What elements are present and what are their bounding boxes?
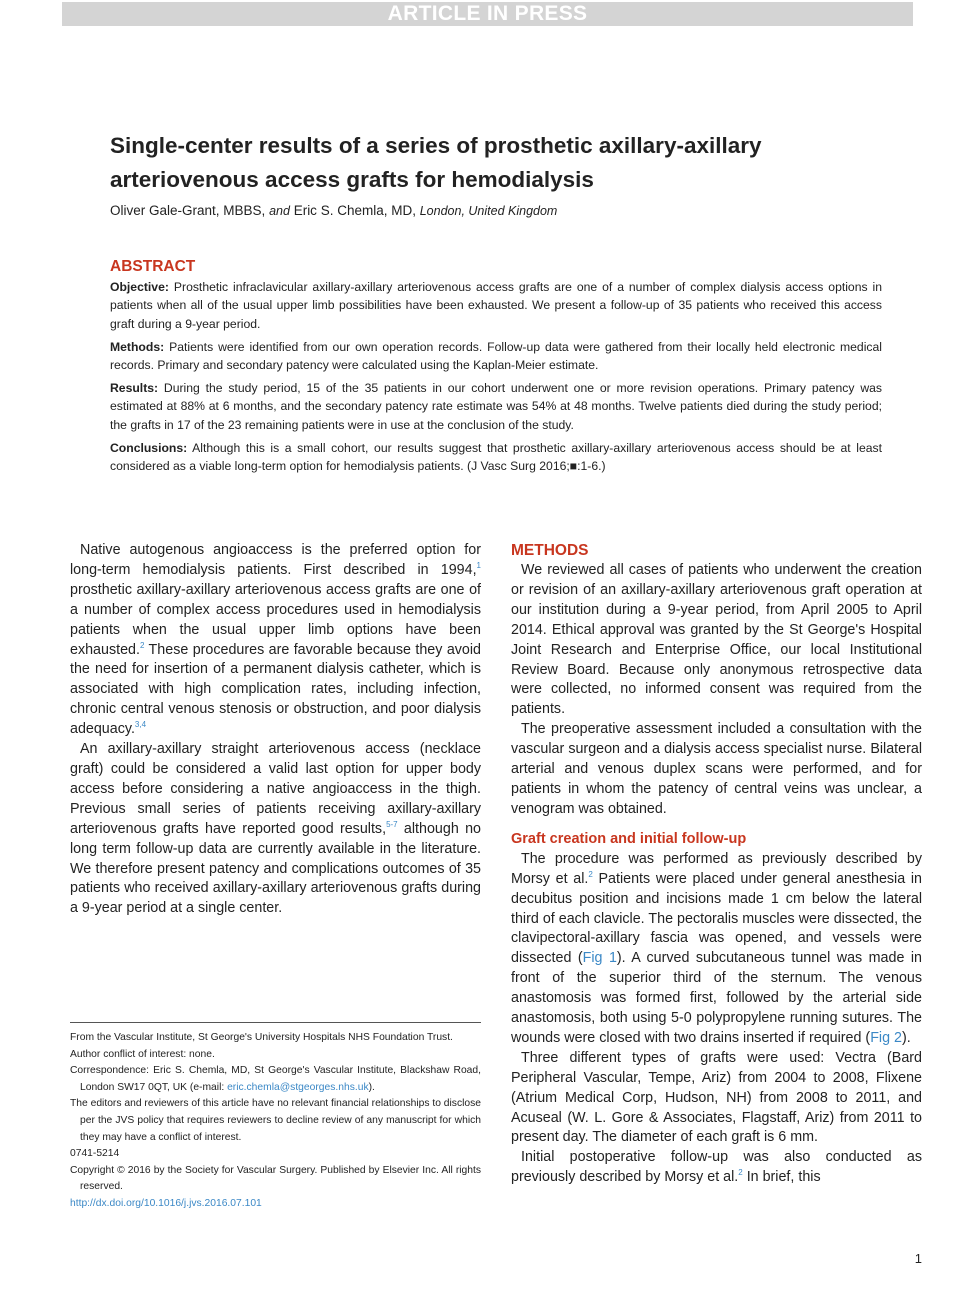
methods-paragraph-3 bbox=[511, 850, 922, 1049]
intro-paragraph-1 bbox=[70, 541, 481, 740]
author-location: London, United Kingdom bbox=[419, 204, 558, 218]
footnote-divider bbox=[70, 1022, 481, 1023]
graft-creation-subheading: Graft creation and initial follow-up bbox=[511, 830, 747, 847]
abstract-methods bbox=[110, 338, 882, 375]
author-conjunction: and bbox=[269, 204, 290, 218]
abstract-body bbox=[110, 278, 882, 480]
email-link[interactable]: eric.chemla@stgeorges.nhs.uk bbox=[227, 1081, 369, 1093]
abstract-heading: ABSTRACT bbox=[110, 258, 196, 275]
methods-text: Patients were identified from our own operation records. Follow-up data were gathered from their locally held electronic medical records. Primary and secondary patency were calculated using the Kaplan-Meier estimate. bbox=[110, 339, 882, 373]
correspondence-text: Correspondence: Eric S. Chemla, MD, St George's Vascular Institute, Blackshaw Road, London SW17 0QT, UK (e-mail: bbox=[70, 1065, 481, 1093]
intro-paragraph-2 bbox=[70, 740, 481, 919]
figure-1-link[interactable]: Fig 1 bbox=[582, 950, 617, 967]
footnote-correspondence bbox=[70, 1063, 481, 1096]
conclusions-text: Although this is a small cohort, our results suggest that prosthetic axillary-axillary arteriovenous access should be at least considered as a viable long-term option for hemodialysis patients. (J Vasc Surg 2016;■:1-6.) bbox=[110, 440, 882, 474]
methods-label: Methods: bbox=[110, 339, 165, 354]
footnote-copyright: Copyright © 2016 by the Society for Vascular Surgery. Published by Elsevier Inc. All rights reserved. bbox=[70, 1164, 481, 1193]
figure-2-link[interactable]: Fig 2 bbox=[870, 1029, 902, 1046]
abstract-results bbox=[110, 379, 882, 434]
introduction-column bbox=[70, 541, 481, 919]
footnote-affiliation: From the Vascular Institute, St George's University Hospitals NHS Foundation Trust. bbox=[70, 1032, 453, 1043]
citation-link[interactable]: 3,4 bbox=[134, 720, 147, 730]
methods-column bbox=[511, 541, 922, 1188]
citation-link[interactable]: 2 bbox=[588, 869, 593, 879]
intro-text: An axillary-axillary straight arteriovenous access (necklace graft) could be considered a valid last option for upper body access before considering a native angioaccess in the thigh. Previous small series of patients receiving axillary-axillary arteriovenous grafts have reported good results, bbox=[70, 741, 481, 837]
methods-text: Patients were placed under general anesthesia in decubitus position and incisions made 1 cm below the lateral third of each clavicle. The pectoralis muscles were dissected, the clavipectoral-axillary fascia was opened, and vessels were dissected ( bbox=[511, 870, 922, 967]
footnote-conflict: Author conflict of interest: none. bbox=[70, 1048, 215, 1060]
citation-link[interactable]: 1 bbox=[476, 561, 481, 571]
methods-paragraph-1: We reviewed all cases of patients who underwent the creation or revision of an axillary-axillary arteriovenous graft operation at our institution during a 9-year period, from April 2005 to April 2014. Ethical approval was granted by the St George's Hospital Joint Research and Enterprise Office, our local Institutional Review Board. Because only anonymous retrospective data were collected, no informed consent was required from the patients. bbox=[511, 562, 922, 718]
methods-paragraph-2: The preoperative assessment included a consultation with the vascular surgeon and a dialysis access specialist nurse. Bilateral arterial and venous duplex scans were performed, and for patients in whom the patency of central veins was unclear, a venogram was obtained. bbox=[511, 721, 922, 817]
intro-text: prosthetic axillary-axillary arteriovenous access grafts are one of a number of complex access procedures used in hemodialysis patients when the usual upper limb options have been exhausted. bbox=[70, 581, 481, 658]
footnotes bbox=[70, 1030, 481, 1213]
intro-text: Native autogenous angioaccess is the preferred option for long-term hemodialysis patients. First described in 1994, bbox=[70, 542, 481, 578]
footnote-editors: The editors and reviewers of this article have no relevant financial relationships to disclose per the JVS policy that requires reviewers to decline review of any manuscript for which they may have a conflict of interest. bbox=[70, 1098, 481, 1143]
author-line bbox=[110, 203, 557, 218]
objective-text: Prosthetic infraclavicular axillary-axillary arteriovenous access grafts are one of a number of complex dialysis access options in patients when all of the usual upper limb possibilities have been exhausted. We present a follow-up of 35 patients who received this access graft during a 9-year period. bbox=[110, 280, 882, 331]
citation-link[interactable]: 5-7 bbox=[386, 819, 398, 829]
methods-text: The procedure was performed as previously described by Morsy et al. bbox=[511, 850, 922, 887]
methods-paragraph-5 bbox=[511, 1148, 922, 1188]
author-1: Oliver Gale-Grant, MBBS, bbox=[110, 203, 266, 218]
intro-text: These procedures are favorable because they avoid the need for insertion of a permanent dialysis catheter, which is associated with high complication rates, including infection, chronic central venous stenosis or obstruction, and poor dialysis adequacy. bbox=[70, 641, 481, 738]
objective-label: Objective: bbox=[110, 280, 169, 294]
intro-text: although no long term follow-up data are currently available in the literature. We therefore present patency and complications outcomes of 35 patients who received axillary-axillary arteriovenous grafts during a 9-year period at a single center. bbox=[70, 820, 481, 917]
abstract-objective bbox=[110, 278, 882, 333]
methods-heading: METHODS bbox=[511, 542, 589, 559]
correspondence-text: ). bbox=[368, 1081, 375, 1093]
results-text: During the study period, 15 of the 35 patients in our cohort underwent one or more revision operations. Primary patency was estimated at 88% at 6 months, and the secondary patency rate estimate was 54% at 48 months. Twelve patients died during the study period; the grafts in 17 of the 23 remaining patients were in use at the conclusion of the study. bbox=[110, 381, 882, 432]
methods-text: In brief, this bbox=[742, 1169, 821, 1186]
results-label: Results: bbox=[110, 381, 159, 396]
methods-text: ). bbox=[901, 1029, 911, 1046]
abstract-conclusions bbox=[110, 439, 882, 476]
doi-link[interactable]: http://dx.doi.org/10.1016/j.jvs.2016.07.101 bbox=[70, 1197, 262, 1209]
methods-text: ). A curved subcutaneous tunnel was made in front of the superior third of the sternum. The venous anastomosis was formed first, followed by the arterial side anastomosis, both using 5-0 polypropylene running sutures. The wounds were closed with two drains inserted if required ( bbox=[511, 950, 922, 1046]
methods-paragraph-4: Three different types of grafts were used: Vectra (Bard Peripheral Vascular, Tempe, Ariz) from 2004 to 2008, Flixene (Atrium Medical Corp, Hudson, NH) from 2008 to 2011, and Acuseal (W. L. Gore & Associates, Flagstaff, Ariz) from 2011 to present day. The diameter of each graft is 6 mm. bbox=[511, 1049, 922, 1146]
article-title: Single-center results of a series of prosthetic axillary-axillary arteriovenous access grafts for hemodialysis bbox=[110, 133, 762, 192]
article-in-press-banner: ARTICLE IN PRESS bbox=[62, 2, 913, 26]
footnote-issn: 0741-5214 bbox=[70, 1148, 120, 1160]
conclusions-label: Conclusions: bbox=[110, 440, 188, 455]
author-2: Eric S. Chemla, MD, bbox=[293, 203, 416, 218]
citation-link[interactable]: 2 bbox=[139, 640, 145, 650]
citation-link[interactable]: 2 bbox=[738, 1168, 743, 1178]
page-number: 1 bbox=[914, 1251, 922, 1266]
methods-text: Initial postoperative follow-up was also conducted as previously described by Morsy et al. bbox=[511, 1149, 922, 1186]
